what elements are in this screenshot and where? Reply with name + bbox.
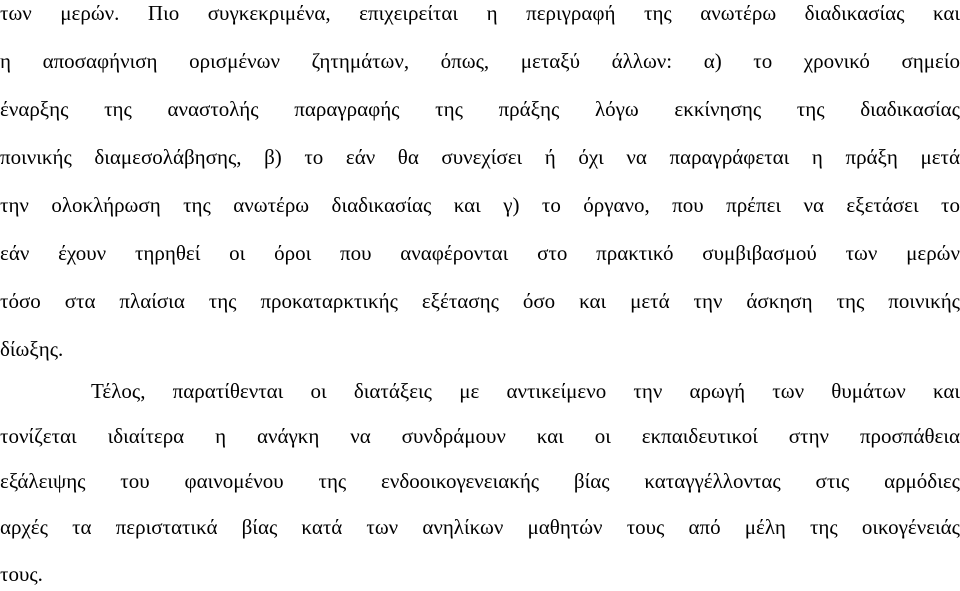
paragraph-2-line-4: αρχές τα περιστατικά βίας κατά των ανηλίκων μαθητών τους από μέλη της οικογένειάς [0, 515, 960, 539]
paragraph-1-line-2: η αποσαφήνιση ορισμένων ζητημάτων, όπως, μεταξύ άλλων: α) το χρονικό σημείο [0, 49, 960, 73]
paragraph-2-line-2: τονίζεται ιδιαίτερα η ανάγκη να συνδράμουν και οι εκπαιδευτικοί στην προσπάθεια [0, 424, 960, 448]
paragraph-1-line-7: τόσο στα πλαίσια της προκαταρκτικής εξέτασης όσο και μετά την άσκηση της ποινικής [0, 289, 960, 313]
paragraph-1-line-4: ποινικής διαμεσολάβησης, β) το εάν θα συνεχίσει ή όχι να παραγράφεται η πράξη μετά [0, 145, 960, 169]
paragraph-1-line-5: την ολοκλήρωση της ανωτέρω διαδικασίας και γ) το όργανο, που πρέπει να εξετάσει το [0, 193, 960, 217]
paragraph-1-line-8: δίωξης. [0, 337, 64, 361]
paragraph-2-line-5: τους. [0, 562, 43, 586]
paragraph-2-line-3: εξάλειψης του φαινομένου της ενδοοικογενειακής βίας καταγγέλλοντας στις αρμόδιες [0, 469, 960, 493]
paragraph-1-line-1: των μερών. Πιο συγκεκριμένα, επιχειρείται η περιγραφή της ανωτέρω διαδικασίας και [0, 1, 960, 25]
paragraph-2-line-1: Τέλος, παρατίθενται οι διατάξεις με αντικείμενο την αρωγή των θυμάτων και [91, 379, 960, 403]
paragraph-1-line-6: εάν έχουν τηρηθεί οι όροι που αναφέρονται στο πρακτικό συμβιβασμού των μερών [0, 241, 960, 265]
paragraph-1-line-3: έναρξης της αναστολής παραγραφής της πράξης λόγω εκκίνησης της διαδικασίας [0, 97, 960, 121]
